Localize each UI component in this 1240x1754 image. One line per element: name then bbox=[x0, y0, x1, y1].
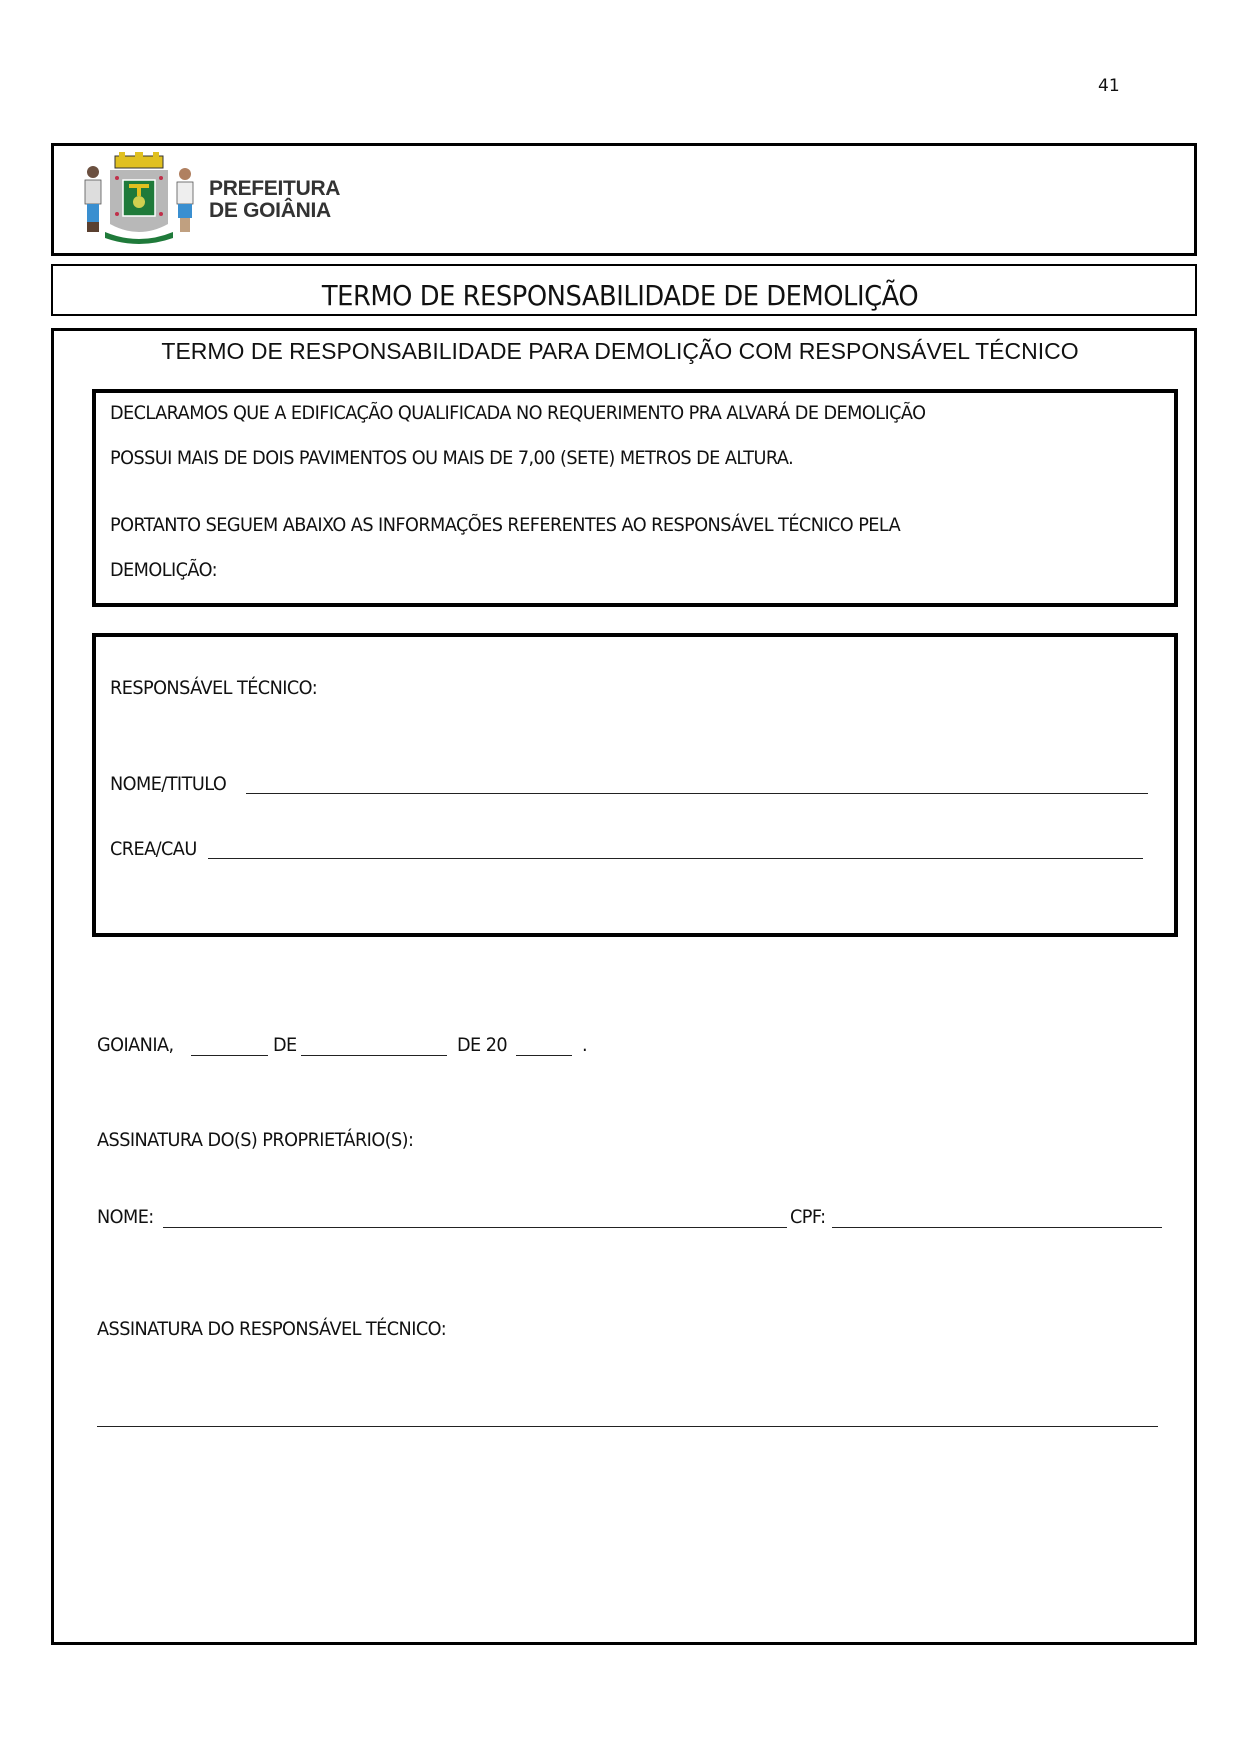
form-subtitle: TERMO DE RESPONSABILIDADE PARA DEMOLIÇÃO COM RESPONSÁVEL TÉCNICO bbox=[161, 338, 1079, 364]
declaration-line-2: POSSUI MAIS DE DOIS PAVIMENTOS OU MAIS DE 7,00 (SETE) METROS DE ALTURA. bbox=[110, 447, 794, 469]
owner-cpf-field[interactable] bbox=[832, 1227, 1162, 1228]
date-de-label-1: DE bbox=[273, 1034, 297, 1056]
technician-name-label: NOME/TITULO bbox=[110, 773, 227, 795]
technician-signature-field[interactable] bbox=[97, 1426, 1158, 1427]
date-year-field[interactable] bbox=[516, 1055, 572, 1056]
owner-name-field[interactable] bbox=[163, 1227, 787, 1228]
date-day-field[interactable] bbox=[191, 1055, 268, 1056]
owners-signature-heading: ASSINATURA DO(S) PROPRIETÁRIO(S): bbox=[97, 1129, 414, 1151]
brand-line-2: DE GOIÂNIA bbox=[209, 199, 331, 222]
date-de-label-2: DE 20 bbox=[457, 1034, 508, 1056]
declaration-line-3: PORTANTO SEGUEM ABAIXO AS INFORMAÇÕES REFERENTES AO RESPONSÁVEL TÉCNICO PELA bbox=[110, 514, 901, 536]
date-month-field[interactable] bbox=[301, 1055, 447, 1056]
prefeitura-brand-text bbox=[209, 178, 340, 222]
declaration-line-1: DECLARAMOS QUE A EDIFICAÇÃO QUALIFICADA NO REQUERIMENTO PRA ALVARÁ DE DEMOLIÇÃO bbox=[110, 402, 926, 424]
declaration-line-4: DEMOLIÇÃO: bbox=[110, 559, 218, 581]
date-end-period: . bbox=[582, 1034, 588, 1056]
technician-crea-label: CREA/CAU bbox=[110, 838, 197, 860]
document-title: TERMO DE RESPONSABILIDADE DE DEMOLIÇÃO bbox=[321, 279, 919, 312]
owner-name-label: NOME: bbox=[97, 1206, 154, 1228]
technician-name-field[interactable] bbox=[246, 793, 1148, 794]
date-city-label: GOIANIA, bbox=[97, 1034, 174, 1056]
technician-crea-field[interactable] bbox=[208, 858, 1143, 859]
technician-signature-heading: ASSINATURA DO RESPONSÁVEL TÉCNICO: bbox=[97, 1318, 447, 1340]
prefeitura-coat-of-arms-logo bbox=[77, 152, 202, 248]
brand-line-1: PREFEITURA bbox=[209, 177, 341, 200]
owner-cpf-label: CPF: bbox=[790, 1206, 826, 1228]
page-number: 41 bbox=[1098, 76, 1120, 96]
technician-heading: RESPONSÁVEL TÉCNICO: bbox=[110, 677, 318, 699]
